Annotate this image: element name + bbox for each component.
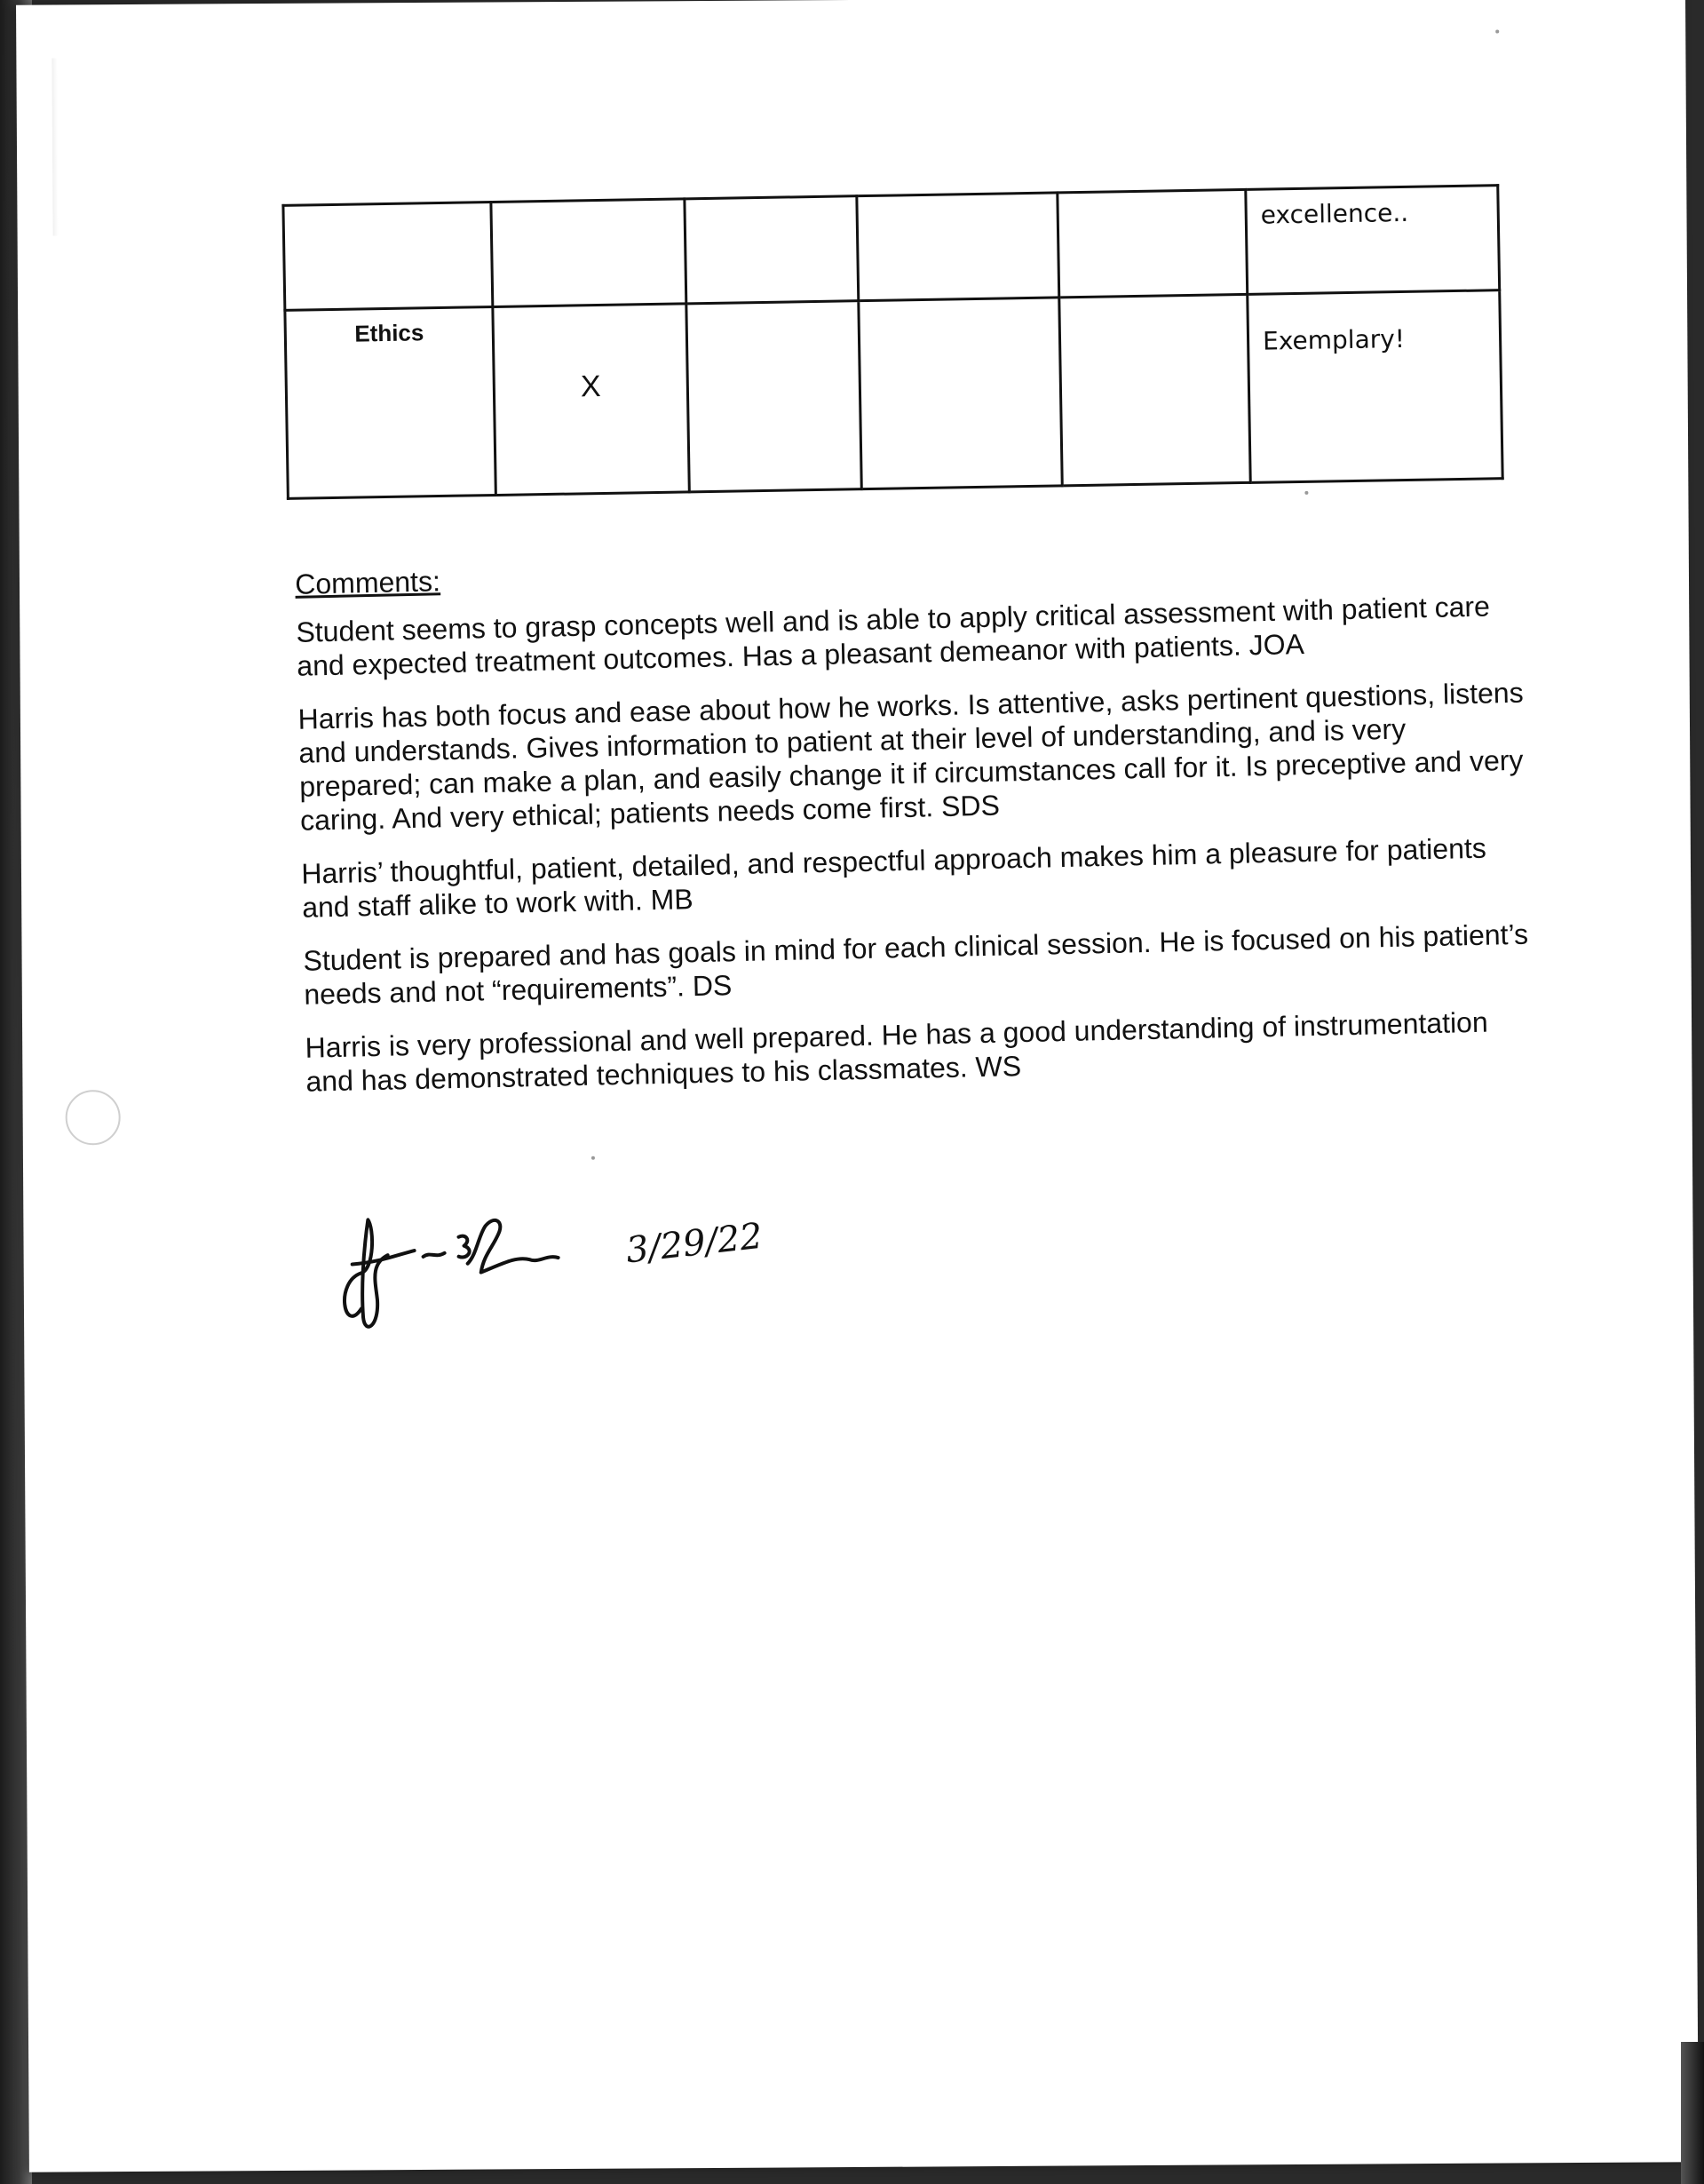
binder-hole-mark [65,1090,120,1145]
comment-paragraph: Harris’ thoughtful, patient, detailed, and respectful approach makes him a pleasure for patients and staff alike to work with. MB [301,831,1487,924]
rating-mark: X [580,369,602,404]
table-cell-rating [859,298,1062,489]
comments-heading: Comments: [294,565,441,600]
table-row [283,186,1500,311]
table-cell-rating [685,196,859,304]
criterion-label: Ethics [354,319,424,347]
scan-speck [1304,491,1308,495]
page-fold-shadow [52,58,58,235]
document-page [16,0,1699,2172]
comment-paragraph: Student seems to grasp concepts well and is able to apply critical assessment with patient care and expected treatment outcomes. Has a pleasant demeanor with patients. JOA [296,590,1491,682]
table-cell-criterion [283,203,493,311]
table-cell-note: excellence.. [1246,186,1500,295]
table-cell-criterion [285,306,495,498]
signature-block [325,1199,823,1344]
table-cell-rating [686,301,861,492]
comment-paragraph: Student is prepared and has goals in mind for each clinical session. He is focused on his patient’s needs and not “requirements”. DS [303,917,1529,1011]
table-row [285,290,1502,499]
table-cell-rating [493,304,689,496]
handwritten-signature-and-date [325,1199,823,1344]
comment-paragraph: Harris is very professional and well prepared. He has a good understanding of instrumentation and has demonstrated techniques to his classmates. WS [305,1005,1489,1098]
table-cell-rating [491,199,686,307]
comment-paragraph: Harris has both focus and ease about how he works. Is attentive, asks pertinent questions, listens and understands. Gives information to patient at their level of understanding, and is very prepared; can make a plan, and easily change it if circumstances call for it. Is preceptive and very caring. And very ethical; patients needs come first. SDS [297,676,1524,837]
rating-note: Exemplary! [1262,323,1406,356]
comments-section [295,542,1541,1118]
scan-speck [591,1156,595,1160]
scan-speck [1495,30,1499,34]
evaluation-table [281,184,1503,500]
table-cell-note [1248,290,1502,483]
table-cell-rating [857,193,1059,301]
signature-date: 3/29/22 [623,1215,765,1272]
table-cell-rating [1058,189,1248,297]
scan-corner-shadow [1681,2042,1704,2184]
table-cell-rating [1059,294,1250,485]
